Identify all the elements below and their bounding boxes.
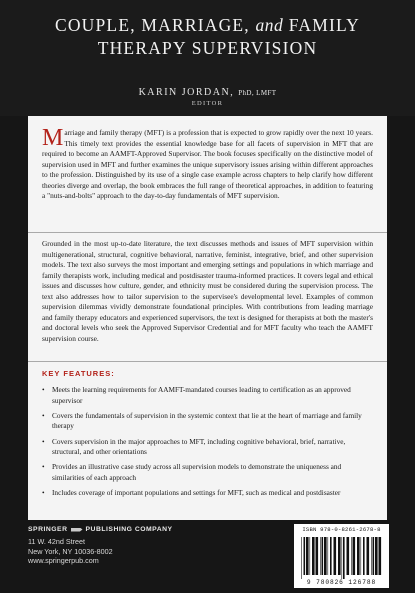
- key-features-heading: KEY FEATURES:: [42, 369, 115, 378]
- barcode-digits: 9 780826 126788: [306, 579, 377, 586]
- publisher-logo-right: PUBLISHING COMPANY: [85, 526, 173, 533]
- isbn-barcode: [294, 524, 389, 588]
- key-feature-item: • Meets the learning requirements for AAMFT-mandated courses leading to certification as an approved supervisor: [42, 385, 362, 406]
- description-paragraph-1: [42, 125, 373, 202]
- publisher-logo-left: SPRINGER: [28, 526, 68, 533]
- divider-rule-2: [28, 361, 387, 362]
- title-text-1: COUPLE, MARRIAGE,: [54, 15, 250, 35]
- book-title: [0, 14, 415, 60]
- description-paragraph-2: Grounded in the most up-to-date literature, the text discusses methods and issues of MFT supervision within multigenerational, structural, cognitive behavioral, narrative, feminist, integrative, brief, and other supervision models. The text also surveys the most important and emerging settings and populations in which marriage and family therapists work, including medical and postdisaster trauma-informed practices. It covers legal and ethical issues and discusses how culture, gender, and ethnicity must be considered during the supervision process. The text also addresses how to tailor supervision to the supervisee's developmental level. Examples of common supervision dilemmas vividly demonstrate foundational principles. With contributions from leading marriage and family therapy educators and experienced supervisors, the text is designed for therapists at both the master's and doctoral levels who seek the Approved Supervisor Credential and for MFT faculty who teach the AAMFT supervision course.: [42, 239, 373, 343]
- title-line-2: THERAPY SUPERVISION: [97, 38, 318, 58]
- key-feature-item: • Includes coverage of important populations and settings for MFT, such as medical and postdisaster: [42, 488, 362, 499]
- author-name: KARIN JORDAN,: [138, 87, 235, 98]
- publisher-logo: [28, 524, 188, 535]
- publisher-block: [28, 524, 188, 566]
- key-feature-item: • Covers supervision in the major approaches to MFT, including cognitive behavioral, brief, narrative, structural, and other orientations: [42, 437, 362, 458]
- drop-cap: M: [42, 125, 64, 151]
- divider-rule-1: [28, 232, 387, 233]
- author-line: [0, 87, 415, 98]
- title-and: and: [255, 15, 284, 35]
- publisher-address: [28, 537, 188, 566]
- key-feature-item: • Covers the fundamentals of supervision in the systemic context that lie at the heart of marriage and family therapy: [42, 411, 362, 432]
- description-panel: [28, 116, 387, 520]
- publisher-website: www.springerpub.com: [28, 556, 99, 565]
- pencil-icon: [71, 528, 83, 532]
- paragraph-1-text: arriage and family therapy (MFT) is a profession that is expected to grow rapidly over the next 10 years. This timely text provides the essential knowledge base for all facets of supervision in MFT that are required to become an AAMFT-Approved Supervisor. The book focuses specifically on the distinctive model of supervision used in MFT and further examines the unique supervisory issues arising within different approaches to the profession. Distinguished by its use of a single case example across chapters to help clarify how different theories diverge and overlap, the book embraces the full range of theoretical approaches, in addition to featuring a "nuts-and-bolts" approach to the day-to-day fundamentals of MFT supervision.: [42, 128, 373, 201]
- author-credentials: PhD, LMFT: [238, 89, 277, 97]
- title-line-1: [0, 14, 415, 37]
- cover-header: [0, 0, 415, 116]
- author-role: EDITOR: [191, 100, 224, 107]
- address-city: New York, NY 10036-8002: [28, 546, 113, 556]
- address-street: 11 W. 42nd Street: [28, 537, 86, 546]
- barcode-icon: [300, 537, 383, 579]
- isbn-number: ISBN 978-0-8261-2678-8: [302, 526, 381, 533]
- title-text-1-end: FAMILY: [288, 15, 361, 35]
- key-features-list: [42, 385, 362, 503]
- key-feature-item: • Provides an illustrative case study across all supervision models to demonstrate the uniqueness and similarities of each approach: [42, 462, 362, 483]
